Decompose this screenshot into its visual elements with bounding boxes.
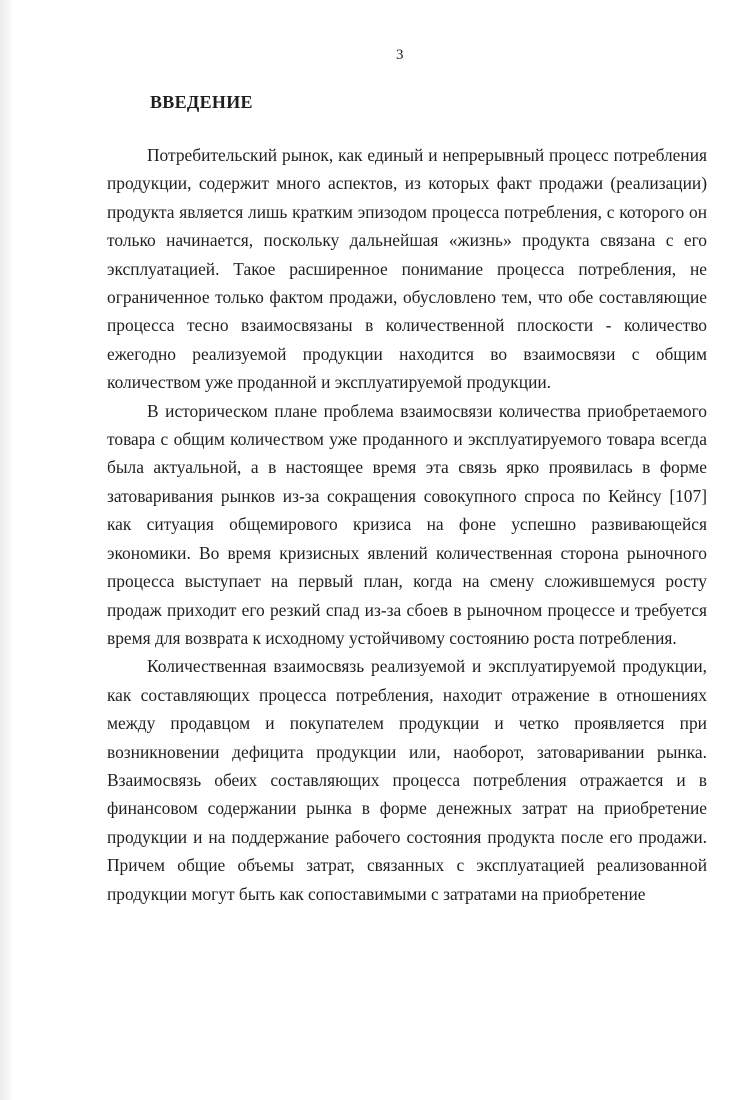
- paragraph: Количественная взаимосвязь реализуемой и эксплуатируемой продукции, как составляющих процесса потребления, находит отражение в отношениях между продавцом и покупателем продукции и четко проявляется при возникновении дефицита продукции или, наоборот, затоваривании рынка. Взаимосвязь обеих составляющих процесса потребления отражается и в финансовом содержании рынка в форме денежных затрат на приобретение продукции и на поддержание рабочего состояния продукта после его продажи. Причем общие объемы затрат, связанных с эксплуатацией реализованной продукции могут быть как сопоставимыми с затратами на приобретение: [107, 656, 707, 904]
- page-number: 3: [396, 47, 404, 63]
- section-heading: ВВЕДЕНИЕ: [150, 92, 253, 112]
- scan-edge-shadow: [0, 0, 14, 1100]
- paragraph: Потребительский рынок, как единый и непрерывный процесс потребления продукции, содержит много аспектов, из которых факт продажи (реализации) продукта является лишь кратким эпизодом процесса потребления, с которого он только начинается, поскольку дальнейшая «жизнь» продукта связана с его эксплуатацией. Такое расширенное понимание процесса потребления, не ограниченное только фактом продажи, обусловлено тем, что обе составляющие процесса тесно взаимосвязаны в количественной плоскости - количество ежегодно реализуемой продукции находится во взаимосвязи с общим количеством уже проданной и эксплуатируемой продукции.: [107, 145, 707, 393]
- body-text: [107, 141, 707, 908]
- paragraph: В историческом плане проблема взаимосвязи количества приобретаемого товара с общим количеством уже проданного и эксплуатируемого товара всегда была актуальной, а в настоящее время эта связь ярко проявилась в форме затоваривания рынков из-за сокращения совокупного спроса по Кейнсу [107] как ситуация общемирового кризиса на фоне успешно развивающейся экономики. Во время кризисных явлений количественная сторона рыночного процесса выступает на первый план, когда на смену сложившемуся росту продаж приходит его резкий спад из-за сбоев в рыночном процессе и требуется время для возврата к исходному устойчивому состоянию роста потребления.: [107, 400, 707, 648]
